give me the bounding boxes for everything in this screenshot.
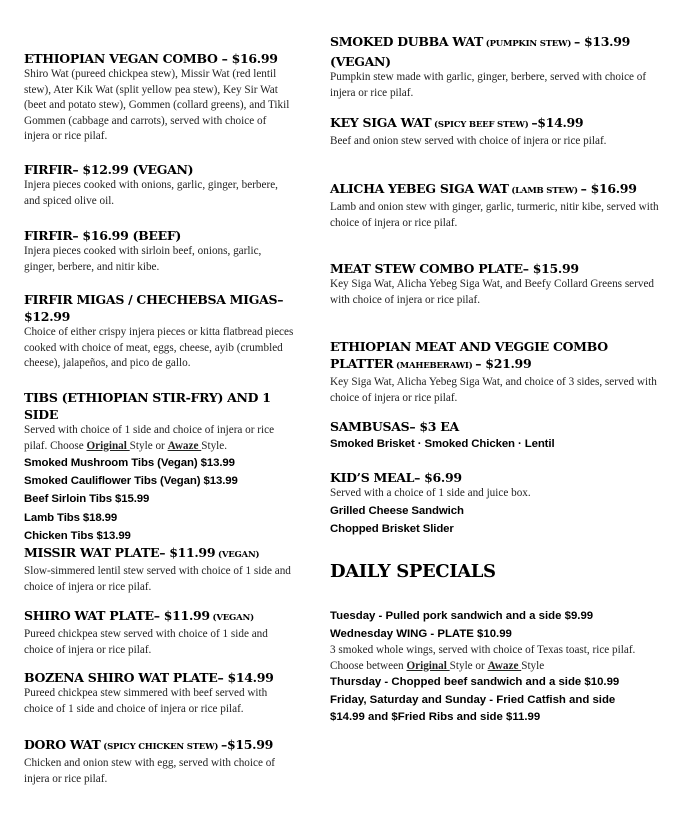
tibs-option: Smoked Cauliflower Tibs (Vegan) $13.99 — [24, 475, 238, 488]
item-description: Chicken and onion stew with egg, served with choice of injera or rice pilaf. — [24, 757, 276, 785]
menu-item-sambusas — [330, 418, 660, 453]
item-title: SHIRO WAT PLATE– $11.99 (VEGAN) — [24, 608, 254, 623]
item-description: Injera pieces cooked with onions, garlic, ginger, berbere, and spiced olive oil. — [24, 179, 278, 207]
item-title: DORO WAT (SPICY CHICKEN STEW) –$15.99 — [24, 737, 273, 752]
special-wednesday-description: 3 smoked whole wings, served with choice of Texas toast, rice pilaf. Choose between Original Style or Awaze Style — [330, 644, 636, 672]
item-description: Key Siga Wat, Alicha Yebeg Siga Wat, and choice of 3 sides, served with choice of injera or rice pilaf. — [330, 376, 657, 404]
item-title: FIRFIR MIGAS / CHECHEBSA MIGAS– $12.99 — [24, 292, 284, 324]
tibs-option: Chicken Tibs $13.99 — [24, 529, 131, 542]
item-title: MISSIR WAT PLATE– $11.99 (VEGAN) — [24, 545, 260, 560]
item-description: Pumpkin stew made with garlic, ginger, berbere, served with choice of injera or rice pilaf. — [330, 71, 647, 99]
menu-item-tibs — [24, 389, 294, 545]
menu-item-meat-stew-combo-plate — [330, 260, 660, 308]
menu-item-doro-wat — [24, 736, 294, 787]
menu-item-smoked-dubba-wat — [330, 33, 660, 101]
item-title: SAMBUSAS– $3 EA — [330, 419, 459, 434]
daily-specials-header: DAILY SPECIALS — [330, 561, 496, 582]
kids-meal-option: Chopped Brisket Slider — [330, 522, 454, 535]
item-description: Pureed chickpea stew simmered with beef served with choice of 1 side and choice of injera or rice pilaf. — [24, 687, 268, 715]
menu-item-missir-wat-plate — [24, 544, 294, 595]
item-title: KID’S MEAL– $6.99 — [330, 470, 462, 485]
menu-item-alicha-yebeg-siga-wat — [330, 180, 660, 231]
tibs-option: Lamb Tibs $18.99 — [24, 511, 118, 524]
item-description: Lamb and onion stew with ginger, garlic, turmeric, nitir kibe, served with choice of injera or rice pilaf. — [330, 201, 659, 229]
special-weekend: Friday, Saturday and Sunday - Fried Catfish and side — [330, 693, 616, 706]
item-title: ETHIOPIAN VEGAN COMBO – $16.99 — [24, 51, 278, 66]
item-description: Choice of either crispy injera pieces or kitta flatbread pieces cooked with choice of meat, eggs, cheese, ayib (crumbled cheese), jalapeños, and pico de gallo. — [24, 326, 294, 369]
item-description: Beef and onion stew served with choice of injera or rice pilaf. — [330, 135, 607, 147]
special-tuesday: Tuesday - Pulled pork sandwich and a side $9.99 — [330, 610, 594, 622]
tibs-option: Smoked Mushroom Tibs (Vegan) $13.99 — [24, 457, 235, 469]
item-title: BOZENA SHIRO WAT PLATE– $14.99 — [24, 670, 274, 685]
sambusa-options: Smoked Brisket · Smoked Chicken · Lentil — [330, 438, 555, 450]
menu-item-ethiopian-vegan-combo — [24, 50, 294, 145]
daily-specials-list — [330, 608, 660, 727]
item-title: SMOKED DUBBA WAT (PUMPKIN STEW) – $13.99 (VEGAN) — [330, 34, 631, 69]
item-description: Pureed chickpea stew served with choice of 1 side and choice of injera or rice pilaf. — [24, 628, 268, 656]
special-weekend-prices: $14.99 and $Fried Ribs and side $11.99 — [330, 711, 541, 723]
menu-item-firfir-migas — [24, 291, 294, 372]
item-description: Injera pieces cooked with sirloin beef, onions, garlic, ginger, berbere, and nitir kibe. — [24, 245, 262, 273]
menu-item-firfir-beef — [24, 227, 294, 275]
menu-item-kids-meal — [330, 469, 660, 538]
menu-item-meat-veggie-combo-platter — [330, 338, 660, 406]
item-title: MEAT STEW COMBO PLATE– $15.99 — [330, 261, 579, 276]
item-title: TIBS (ETHIOPIAN STIR-FRY) AND 1 SIDE — [24, 390, 271, 422]
item-description: Served with a choice of 1 side and juice box. — [330, 487, 531, 499]
item-title: KEY SIGA WAT (SPICY BEEF STEW) –$14.99 — [330, 115, 584, 130]
item-description: Slow-simmered lentil stew served with choice of 1 side and choice of injera or rice pilaf. — [24, 565, 291, 593]
item-title: FIRFIR– $12.99 (VEGAN) — [24, 162, 194, 177]
menu-item-firfir-vegan — [24, 161, 294, 209]
item-title: FIRFIR– $16.99 (BEEF) — [24, 228, 182, 243]
special-wednesday: Wednesday WING - PLATE $10.99 — [330, 627, 512, 640]
item-description: Key Siga Wat, Alicha Yebeg Siga Wat, and Beefy Collard Greens served with choice of injera or rice pilaf. — [330, 278, 655, 306]
item-title: ETHIOPIAN MEAT AND VEGGIE COMBO PLATTER (MAHEBERAWI) – $21.99 — [330, 339, 608, 371]
item-title: ALICHA YEBEG SIGA WAT (LAMB STEW) – $16.99 — [330, 181, 637, 196]
menu-item-bozena-shiro-wat-plate — [24, 669, 294, 717]
tibs-option: Beef Sirloin Tibs $15.99 — [24, 493, 150, 506]
menu-item-key-siga-wat — [330, 114, 660, 150]
kids-meal-option: Grilled Cheese Sandwich — [330, 504, 464, 517]
menu-item-shiro-wat-plate — [24, 607, 294, 658]
item-description: Served with choice of 1 side and choice of injera or rice pilaf. Choose Original Style or Awaze Style. — [24, 424, 275, 452]
special-thursday: Thursday - Chopped beef sandwich and a side $10.99 — [330, 676, 620, 688]
item-description: Shiro Wat (pureed chickpea stew), Missir Wat (red lentil stew), Ater Kik Wat (split yellow pea stew), Key Sir Wat (beet and potato stew), Gommen (collard greens), and Tikil Gommen (cabbage and carrots), served with choice of injera or rice pilaf. — [24, 68, 290, 142]
